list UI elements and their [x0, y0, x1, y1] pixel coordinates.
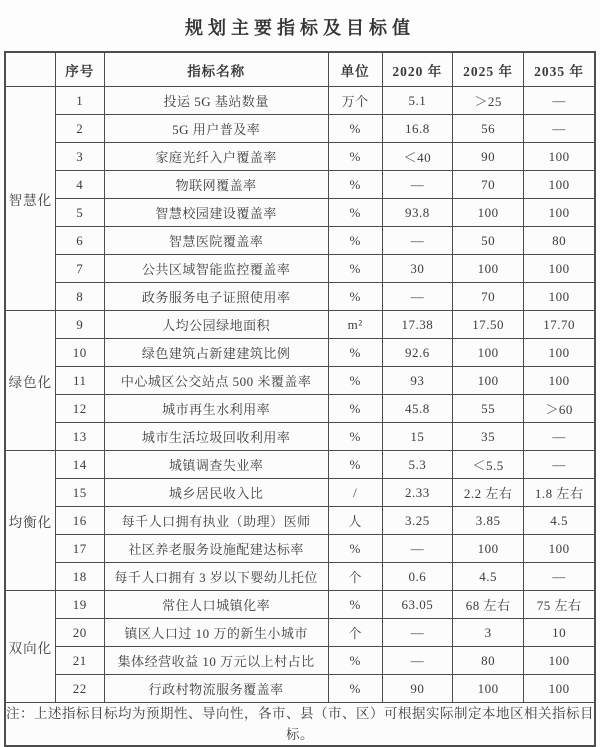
cell-y2035: 100 [524, 647, 595, 675]
cell-index: 14 [55, 451, 104, 479]
cell-y2035: 80 [524, 227, 595, 255]
cell-unit: / [328, 479, 382, 507]
cell-unit: % [328, 451, 382, 479]
cell-name: 社区养老服务设施配建达标率 [104, 535, 328, 563]
cell-y2020: 90 [382, 675, 452, 703]
cell-index: 17 [55, 535, 104, 563]
cell-y2025: 100 [452, 535, 523, 563]
cell-y2035: — [524, 115, 595, 143]
cell-name: 智慧校园建设覆盖率 [104, 199, 328, 227]
table-row [5, 199, 595, 227]
table-row [5, 115, 595, 143]
cell-index: 12 [55, 395, 104, 423]
cell-unit: % [328, 675, 382, 703]
cell-y2025: 3.85 [452, 507, 523, 535]
cell-y2035: — [524, 87, 595, 115]
cell-y2020: 3.25 [382, 507, 452, 535]
cell-y2025: 100 [452, 675, 523, 703]
header-year-2025: 2025 年 [452, 52, 523, 87]
cell-y2020: 0.6 [382, 563, 452, 591]
cell-name: 城市生活垃圾回收利用率 [104, 423, 328, 451]
cell-y2020: 45.8 [382, 395, 452, 423]
cell-y2020: — [382, 535, 452, 563]
cell-y2025: 90 [452, 143, 523, 171]
table-row [5, 87, 595, 115]
cell-index: 21 [55, 647, 104, 675]
cell-y2035: 1.8 左右 [524, 479, 595, 507]
header-group-cell [5, 52, 55, 87]
group-label-two-way: 双向化 [5, 591, 55, 703]
header-year-2035: 2035 年 [524, 52, 595, 87]
cell-y2020: 63.05 [382, 591, 452, 619]
cell-name: 行政村物流服务覆盖率 [104, 675, 328, 703]
table-row [5, 479, 595, 507]
cell-name: 每千人口拥有 3 岁以下婴幼儿托位 [104, 563, 328, 591]
cell-y2035: 100 [524, 171, 595, 199]
cell-name: 绿色建筑占新建建筑比例 [104, 339, 328, 367]
cell-unit: % [328, 591, 382, 619]
cell-y2020: 30 [382, 255, 452, 283]
cell-y2035: 100 [524, 283, 595, 311]
table-row [5, 591, 595, 619]
cell-y2025: 80 [452, 647, 523, 675]
group-label-smart: 智慧化 [5, 87, 55, 311]
cell-unit: % [328, 199, 382, 227]
table-row [5, 255, 595, 283]
cell-index: 10 [55, 339, 104, 367]
cell-y2020: 92.6 [382, 339, 452, 367]
cell-name: 城市再生水利用率 [104, 395, 328, 423]
cell-index: 1 [55, 87, 104, 115]
cell-index: 2 [55, 115, 104, 143]
cell-name: 5G 用户普及率 [104, 115, 328, 143]
cell-y2035: 100 [524, 255, 595, 283]
cell-y2025: 55 [452, 395, 523, 423]
cell-name: 集体经营收益 10 万元以上村占比 [104, 647, 328, 675]
table-footnote: 注：上述指标目标均为预期性、导向性，各市、县（市、区）可根据实际制定本地区相关指标目标。 [5, 703, 595, 747]
header-row [5, 52, 595, 87]
table-body [5, 87, 595, 703]
cell-unit: % [328, 535, 382, 563]
cell-unit: % [328, 143, 382, 171]
cell-y2025: 35 [452, 423, 523, 451]
group-label-balanced: 均衡化 [5, 451, 55, 591]
cell-name: 智慧医院覆盖率 [104, 227, 328, 255]
cell-unit: % [328, 647, 382, 675]
cell-name: 每千人口拥有执业（助理）医师 [104, 507, 328, 535]
cell-name: 城镇调查失业率 [104, 451, 328, 479]
cell-unit: 个 [328, 619, 382, 647]
cell-index: 7 [55, 255, 104, 283]
table-row [5, 675, 595, 703]
cell-y2035: — [524, 423, 595, 451]
header-year-2020: 2020 年 [382, 52, 452, 87]
table-row [5, 535, 595, 563]
cell-index: 4 [55, 171, 104, 199]
cell-name: 公共区域智能监控覆盖率 [104, 255, 328, 283]
cell-y2025: 70 [452, 283, 523, 311]
page-title: 规划主要指标及目标值 [185, 18, 415, 38]
cell-y2035: 4.5 [524, 507, 595, 535]
cell-y2020: — [382, 647, 452, 675]
cell-unit: % [328, 115, 382, 143]
cell-y2025: 100 [452, 339, 523, 367]
cell-index: 5 [55, 199, 104, 227]
table-row [5, 171, 595, 199]
cell-index: 3 [55, 143, 104, 171]
cell-y2025: 100 [452, 199, 523, 227]
cell-index: 13 [55, 423, 104, 451]
cell-y2025: 100 [452, 367, 523, 395]
cell-unit: % [328, 171, 382, 199]
cell-unit: 人 [328, 507, 382, 535]
cell-index: 19 [55, 591, 104, 619]
cell-y2035: 100 [524, 143, 595, 171]
cell-index: 9 [55, 311, 104, 339]
cell-unit: % [328, 283, 382, 311]
cell-unit: % [328, 367, 382, 395]
cell-index: 15 [55, 479, 104, 507]
cell-unit: m² [328, 311, 382, 339]
table-row [5, 311, 595, 339]
cell-name: 城乡居民收入比 [104, 479, 328, 507]
cell-index: 22 [55, 675, 104, 703]
cell-y2025: 2.2 左右 [452, 479, 523, 507]
header-index: 序号 [55, 52, 104, 87]
table-row [5, 227, 595, 255]
cell-unit: % [328, 227, 382, 255]
cell-y2035: — [524, 563, 595, 591]
cell-y2035: 100 [524, 367, 595, 395]
cell-y2025: 3 [452, 619, 523, 647]
cell-y2025: 50 [452, 227, 523, 255]
cell-y2020: — [382, 283, 452, 311]
cell-name: 常住人口城镇化率 [104, 591, 328, 619]
cell-index: 11 [55, 367, 104, 395]
table-row [5, 647, 595, 675]
table-row [5, 423, 595, 451]
table-row [5, 507, 595, 535]
cell-index: 20 [55, 619, 104, 647]
cell-unit: % [328, 339, 382, 367]
table-row [5, 339, 595, 367]
cell-y2035: 75 左右 [524, 591, 595, 619]
cell-y2020: 2.33 [382, 479, 452, 507]
cell-y2035: 100 [524, 675, 595, 703]
cell-name: 镇区人口过 10 万的新生小城市 [104, 619, 328, 647]
cell-y2020: 17.38 [382, 311, 452, 339]
cell-y2020: 16.8 [382, 115, 452, 143]
cell-y2035: 10 [524, 619, 595, 647]
cell-y2025: ＞25 [452, 87, 523, 115]
cell-index: 16 [55, 507, 104, 535]
cell-name: 人均公园绿地面积 [104, 311, 328, 339]
cell-name: 政务服务电子证照使用率 [104, 283, 328, 311]
cell-y2020: 93 [382, 367, 452, 395]
cell-y2020: 93.8 [382, 199, 452, 227]
cell-y2020: ＜40 [382, 143, 452, 171]
cell-y2025: 100 [452, 255, 523, 283]
cell-unit: % [328, 255, 382, 283]
indicators-table [4, 51, 596, 747]
header-indicator-name: 指标名称 [104, 52, 328, 87]
table-row [5, 563, 595, 591]
cell-unit: % [328, 395, 382, 423]
cell-y2035: 100 [524, 535, 595, 563]
cell-index: 6 [55, 227, 104, 255]
cell-unit: 万个 [328, 87, 382, 115]
cell-y2020: 5.3 [382, 451, 452, 479]
cell-y2020: — [382, 171, 452, 199]
table-row [5, 619, 595, 647]
cell-y2020: 15 [382, 423, 452, 451]
cell-name: 家庭光纤入户覆盖率 [104, 143, 328, 171]
cell-index: 18 [55, 563, 104, 591]
cell-y2025: 70 [452, 171, 523, 199]
cell-name: 投运 5G 基站数量 [104, 87, 328, 115]
cell-y2025: 56 [452, 115, 523, 143]
cell-y2025: 17.50 [452, 311, 523, 339]
cell-y2035: — [524, 451, 595, 479]
cell-unit: % [328, 423, 382, 451]
cell-y2035: 100 [524, 339, 595, 367]
header-unit: 单位 [328, 52, 382, 87]
cell-y2025: 68 左右 [452, 591, 523, 619]
table-row [5, 143, 595, 171]
cell-y2020: — [382, 619, 452, 647]
table-row [5, 451, 595, 479]
table-row [5, 283, 595, 311]
table-row [5, 367, 595, 395]
cell-y2020: 5.1 [382, 87, 452, 115]
cell-y2035: ＞60 [524, 395, 595, 423]
cell-y2035: 100 [524, 199, 595, 227]
cell-y2035: 17.70 [524, 311, 595, 339]
cell-index: 8 [55, 283, 104, 311]
cell-name: 中心城区公交站点 500 米覆盖率 [104, 367, 328, 395]
cell-unit: 个 [328, 563, 382, 591]
group-label-green: 绿色化 [5, 311, 55, 451]
note-row [5, 703, 595, 747]
table-row [5, 395, 595, 423]
cell-name: 物联网覆盖率 [104, 171, 328, 199]
cell-y2020: — [382, 227, 452, 255]
cell-y2025: 4.5 [452, 563, 523, 591]
cell-y2025: ＜5.5 [452, 451, 523, 479]
